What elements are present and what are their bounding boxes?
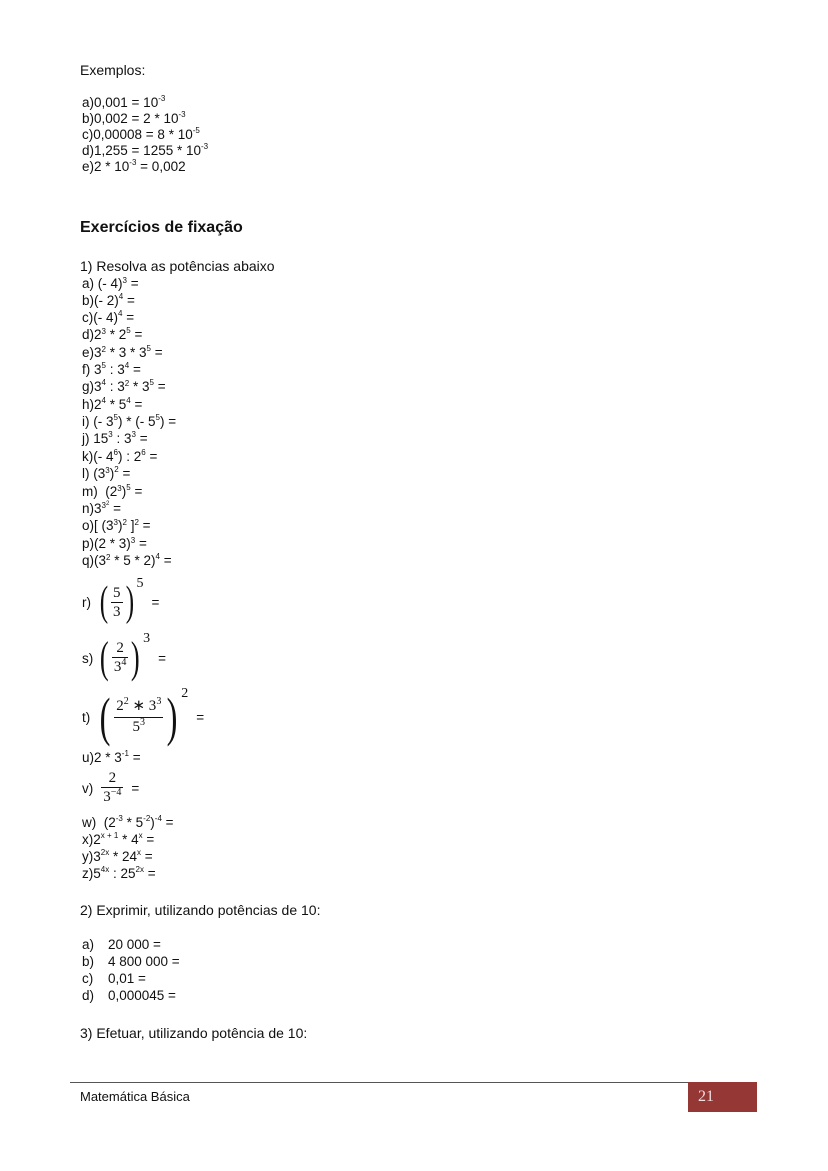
exercise-item-j: j) $15^3$ : $3^3$ = [82,430,148,446]
examples-title: Exemplos: [80,62,146,78]
item-label: b) [82,111,95,126]
item-label: l) [82,466,90,481]
item-text: 0,002 = 2 * 10 [94,111,179,126]
item-label: c) [82,971,94,986]
exercise-item-v [82,766,139,810]
item-label: n) [82,501,95,516]
exercise-item-k: k)(- $4^6$) : $2^6$ = [82,448,158,464]
exercise-item-r: r) ( $\frac{5}{3}$ ) 5 = [82,576,160,625]
right-paren: ) [166,687,178,747]
exercise3-title: 3) Efetuar, utilizando potência de 10: [80,1025,308,1041]
item-label: d) [82,327,95,342]
item-label: b) [82,293,95,308]
fraction: $\frac{5}{3}$ [113,584,121,620]
left-paren: ( [99,687,111,747]
item-label: d) [82,988,95,1003]
equals-sign: = [142,518,151,533]
equals-sign: = [132,750,141,765]
exercise-item-g: $g)3^4$ : $3^2 * 3^5$ = [82,378,166,394]
equals-sign: = [126,293,135,308]
item-label: e) [82,159,95,174]
equals-sign: = [122,466,131,481]
fraction: $\frac{2}{3^4}$ [113,639,127,675]
page-number-badge [688,1082,757,1112]
exercise-item-h: $h)2^4 * 5^4$ = [82,396,143,412]
item-exponent: -3 [201,142,209,151]
item-label: p) [82,536,95,551]
equals-sign: = [113,501,121,516]
exercise-item-n: $n)3^{3^2}$ = [82,501,121,516]
item-label: x) [82,832,94,847]
item-label: j) [82,431,90,446]
item-text: 2 * 10 [94,159,130,174]
section-title: Exercícios de fixação [80,219,243,236]
item-label: m) [82,484,98,499]
item-label: u) [82,750,95,765]
item-label: i) [82,414,90,429]
equals-sign: = [168,414,177,429]
equals-sign: = [134,327,143,342]
item-label: r) [82,594,91,610]
equals-sign: = [154,345,163,360]
exercise2-item [82,937,161,952]
fraction: $\frac{2^2 ∗ 3^3}{5^3}$ [116,695,162,735]
exercise-item-w: w) $(2^{-3} * 5^{-2})^{-4}$ = [82,814,174,830]
example-item [82,143,208,160]
item-exponent: -5 [192,126,200,135]
equals-sign: = [144,849,153,864]
equals-sign: = [134,484,143,499]
example-item [82,159,186,176]
item-text: 1,255 = 1255 * 10 [94,143,201,158]
item-label: s) [82,650,94,666]
exercise1-title: 1) Resolva as potências abaixo [80,258,275,274]
exercise-item-b: b)(- 2)$^4$ = [82,292,135,308]
item-text: 0,01 = [108,971,146,986]
exercise-item-l: l) $(3^3)^2$ = [82,465,131,481]
item-text: 4 800 000 = [108,954,180,969]
equals-sign: = [139,536,147,551]
item-label: c) [82,310,94,325]
equals-sign: = [147,866,156,881]
equals-sign: = [196,709,205,725]
equals-sign: = [134,397,143,412]
equals-sign: = [165,815,174,830]
equals-sign: = [158,650,166,666]
item-text: 20 000 = [108,937,161,952]
exercise-item-i: i) (- $3^5$) * (- $5^5$) = [82,413,177,429]
exercise-item-x: $x)2^{x + 1} * 4^x$ = [82,831,155,847]
exercise2-item [82,971,146,986]
equals-sign: = [149,449,158,464]
exercise2-item [82,954,180,969]
item-label: o) [82,518,95,533]
left-paren: ( [99,579,109,625]
exercise-item-z: $z)5^{4x}$ : $25^{2x}$ = [82,865,156,881]
item-text: 0,001 = 10 [94,95,159,110]
exercise-item-y: $y)3^{2x} * 24^x$ = [82,848,153,864]
exercise-item-q: $q)(3^2 * 5 * 2)^4$ = [82,552,172,568]
item-label: g) [82,379,95,394]
exercise-item-a: a) (- 4)$^3$ = [82,276,139,291]
exercise-item-o: o)[ $(3^3)^2$ ]$^2$ = [82,518,151,533]
equals-sign: = [163,553,172,568]
left-paren: ( [100,633,109,682]
item-exponent: -3 [158,94,166,103]
item-label: y) [82,849,94,864]
item-label: z) [82,866,94,881]
item-exponent: -3 [178,110,186,119]
item-label: a) [82,276,95,291]
item-label: e) [82,345,95,360]
item-label: w) [82,815,97,830]
equals-sign: = [131,780,140,796]
exercise2-item [82,988,176,1003]
exercise-item-e: $e)3^2 * 3 * 3^5$ = [82,344,163,360]
example-item [82,95,165,112]
exercise-item-p: p)(2 * 3)$^3$ = [82,536,147,551]
item-label: q) [82,553,95,568]
right-paren: ) [131,633,141,682]
item-label: h) [82,397,95,412]
item-label: t) [82,709,91,725]
footer-book-title: Matemática Básica [80,1089,190,1104]
footer-divider [70,1082,690,1083]
right-paren: ) [125,579,134,625]
equals-sign: = [146,832,155,847]
item-label: b) [82,954,95,969]
item-text: 0,000045 = [108,988,176,1003]
equals-sign: = [139,431,148,446]
exercise-item-c: c)(- 4)$^4$ = [82,309,135,325]
item-text: 0,00008 = 8 * 10 [93,127,193,142]
item-label: a) [82,95,95,110]
fraction: $\frac{2}{3^{-4}}$ [103,769,122,805]
example-item [82,111,186,128]
equals-sign: = [126,310,135,325]
exercise-item-u: $u)2 * 3^{-1}$ = [82,749,141,765]
exercise-item-t: t) ( $\frac{2^2 ∗ 3^3}{5^3}$ ) 2 = [82,686,205,747]
equals-sign: = [157,379,166,394]
item-label: f) [82,362,91,377]
exercise-item-s: s) ( $\frac{2}{3^4}$ ) 3 = [82,631,166,682]
item-label: d) [82,143,95,158]
item-label: a) [82,937,95,952]
item-label: c) [82,127,94,142]
exercise-item-d: $d)2^3 * 2^5$ = [82,326,143,342]
page-number: 21 [698,1088,714,1105]
equals-sign: = [151,594,160,610]
example-item [82,127,200,144]
exercise-item-f: f) $3^5$ : $3^4$ = [82,361,141,377]
exercise-item-m: m) $(2^3)^5$ = [82,483,143,499]
item-label: v) [82,780,94,796]
item-exponent: -3 [129,158,137,167]
item-label: k) [82,449,94,464]
equals-sign: = [130,276,139,291]
item-text: = 0,002 [136,159,186,174]
equals-sign: = [132,362,141,377]
exercise2-title: 2) Exprimir, utilizando potências de 10: [80,902,321,918]
